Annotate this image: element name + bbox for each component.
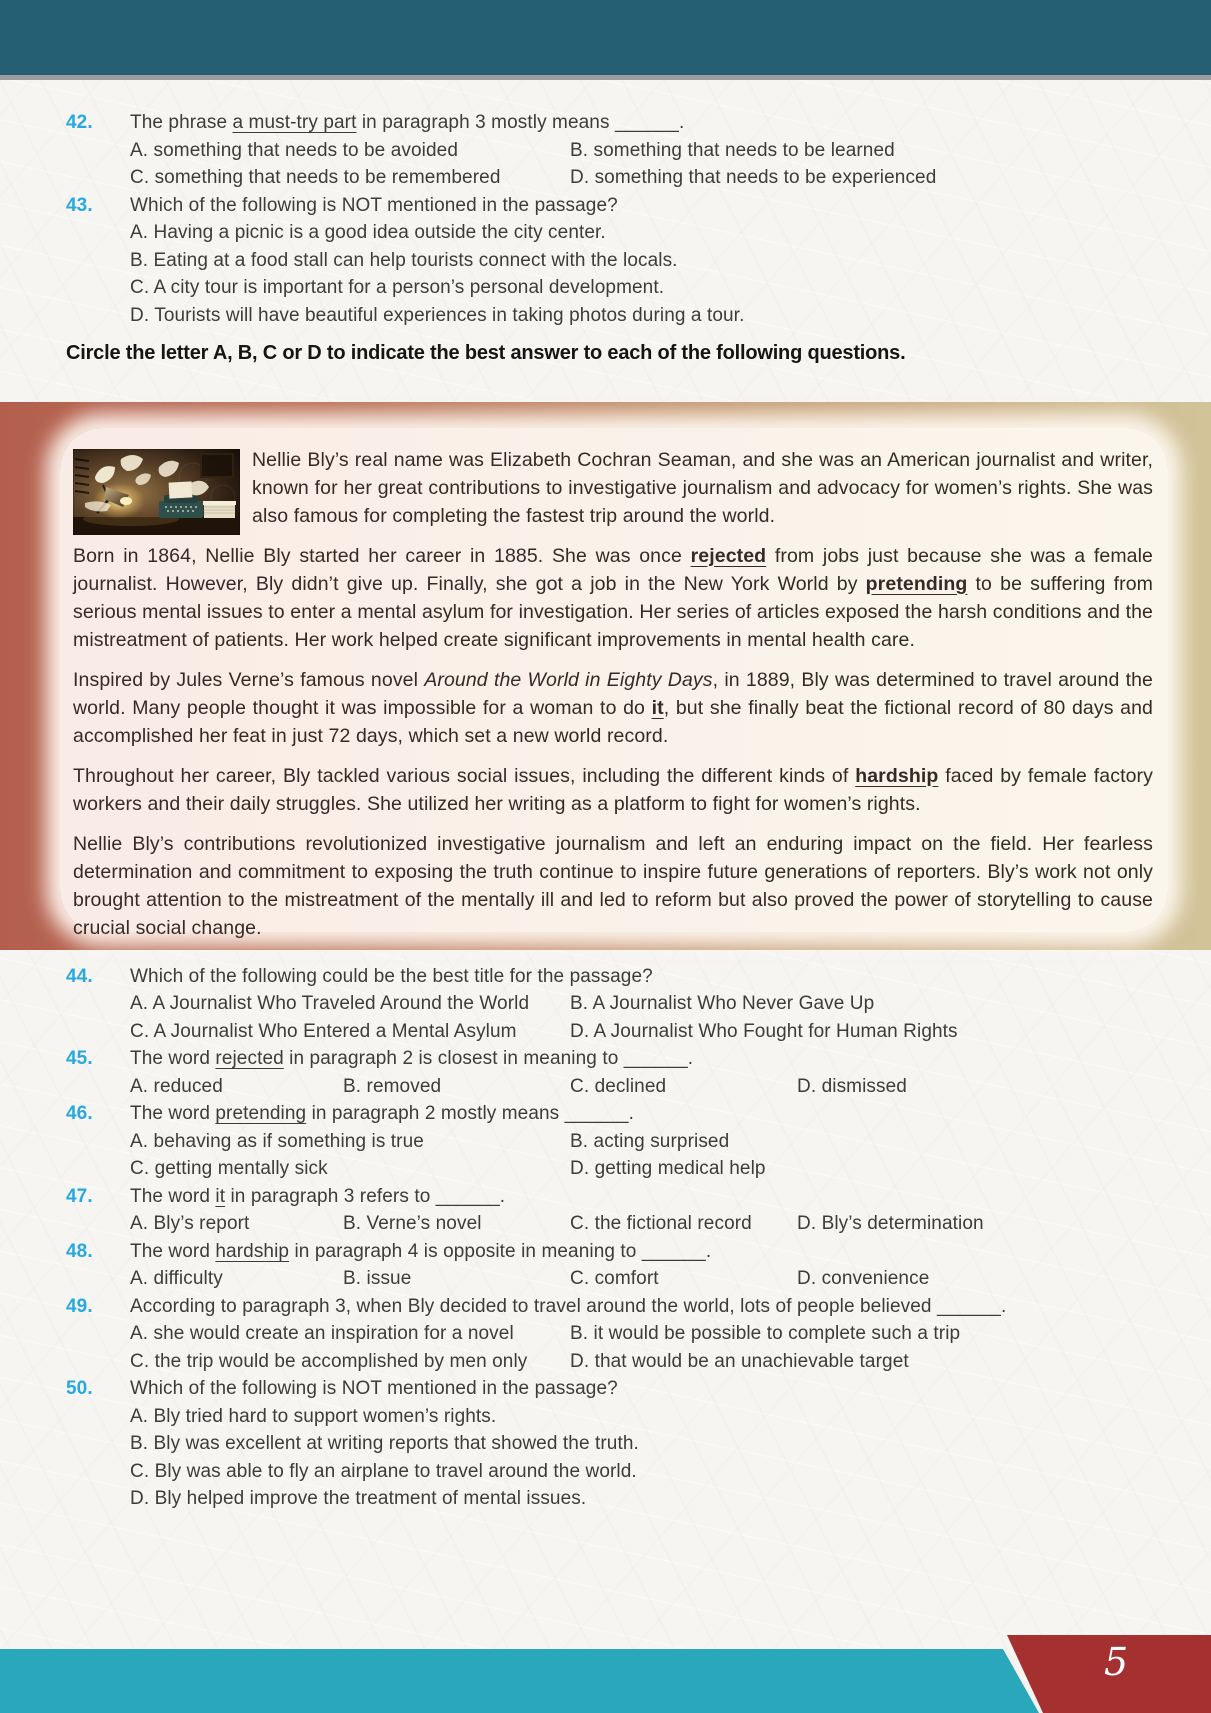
reading-passage <box>60 428 1168 939</box>
question-43 <box>66 192 1163 330</box>
question-number: 47. <box>66 1185 93 1207</box>
option: B. removed <box>343 1075 442 1097</box>
option: C. something that needs to be remembered <box>130 167 501 188</box>
passage-paragraph-1: Nellie Bly’s real name was Elizabeth Cochran Seaman, and she was an American journalist and writer, known for her great contributions to investigative journalism and advocacy for women’s rights. She was also famous for completing the fastest trip around the world. <box>252 448 1153 527</box>
option: D. dismissed <box>797 1075 907 1097</box>
option: C. the fictional record <box>570 1213 752 1234</box>
option: D. Bly’s determination <box>797 1213 984 1234</box>
passage-paragraph-4: Throughout her career, Bly tackled various social issues, including the different kinds of hardship faced by female factory workers and their daily struggles. She utilized her writing as a platform to fight for women’s rights. <box>73 764 1153 815</box>
option: C. the trip would be accomplished by men only <box>130 1350 528 1372</box>
question-number: 46. <box>66 1103 93 1124</box>
question-text: The word pretending in paragraph 2 mostly means ______. <box>130 1103 635 1124</box>
option: B. it would be possible to complete such a trip <box>570 1323 961 1344</box>
question-number: 49. <box>66 1295 93 1317</box>
option: A. difficulty <box>130 1268 223 1289</box>
option: D. Tourists will have beautiful experiences in taking photos during a tour. <box>130 304 745 326</box>
question-47 <box>66 1183 1163 1238</box>
option: B. something that needs to be learned <box>570 139 895 161</box>
page-number: 5 <box>1104 1640 1129 1684</box>
option: D. getting medical help <box>570 1158 766 1179</box>
passage-paragraph-2: Born in 1864, Nellie Bly started her career in 1885. She was once rejected from jobs just because she was a female journalist. However, Bly didn’t give up. Finally, she got a job in the New York World by pretending to be suffering from serious mental issues to enter a mental asylum for investigation. Her series of articles exposed the harsh conditions and the mistreatment of patients. Her work helped create significant improvements in mental health care. <box>73 544 1153 651</box>
question-number: 50. <box>66 1378 93 1399</box>
option: A. something that needs to be avoided <box>130 139 458 161</box>
question-number: 42. <box>66 112 93 133</box>
question-text: The word it in paragraph 3 refers to ______. <box>130 1185 506 1207</box>
option: D. that would be an unachievable target <box>570 1350 909 1372</box>
option: C. comfort <box>570 1268 659 1289</box>
question-number: 48. <box>66 1240 93 1262</box>
passage-paragraph-5: Nellie Bly’s contributions revolutionized investigative journalism and left an enduring impact on the field. Her fearless determination and commitment to exposing the truth continue to inspire future generations of reporters. Bly’s work not only brought attention to the mistreatment of the mentally ill and led to reform but also proved the power of storytelling to cause crucial social change. <box>73 832 1153 939</box>
option: B. issue <box>343 1268 412 1289</box>
question-text: Which of the following is NOT mentioned in the passage? <box>130 1378 618 1399</box>
option: C. A city tour is important for a person’s personal development. <box>130 277 665 298</box>
option: A. A Journalist Who Traveled Around the World <box>130 993 530 1014</box>
question-45 <box>66 1045 1163 1100</box>
question-42 <box>66 109 1163 192</box>
header-bar <box>0 0 1211 75</box>
question-44 <box>66 963 1163 1046</box>
question-text: The word hardship in paragraph 4 is opposite in meaning to ______. <box>130 1240 712 1262</box>
question-48 <box>66 1238 1163 1293</box>
option: A. Having a picnic is a good idea outside the city center. <box>130 222 606 243</box>
question-46 <box>66 1100 1163 1183</box>
question-text: Which of the following is NOT mentioned in the passage? <box>130 194 618 216</box>
option: A. she would create an inspiration for a novel <box>130 1323 514 1344</box>
questions-bottom-section <box>0 950 1211 1513</box>
option: D. something that needs to be experienced <box>570 167 937 188</box>
question-text: The word rejected in paragraph 2 is closest in meaning to ______. <box>130 1048 694 1069</box>
option: B. A Journalist Who Never Gave Up <box>570 993 875 1014</box>
option: C. declined <box>570 1075 667 1097</box>
option: A. reduced <box>130 1075 223 1097</box>
option: D. A Journalist Who Fought for Human Rights <box>570 1020 958 1042</box>
question-50 <box>66 1375 1163 1513</box>
option: A. Bly’s report <box>130 1213 250 1234</box>
option: D. Bly helped improve the treatment of mental issues. <box>130 1488 587 1509</box>
option: B. Eating at a food stall can help tourists connect with the locals. <box>130 249 678 271</box>
option: C. A Journalist Who Entered a Mental Asylum <box>130 1020 517 1042</box>
passage-frame <box>0 402 1211 950</box>
question-number: 45. <box>66 1048 93 1069</box>
question-text: According to paragraph 3, when Bly decided to travel around the world, lots of people believed ______. <box>130 1295 1007 1317</box>
option: B. acting surprised <box>570 1130 730 1152</box>
option: C. Bly was able to fly an airplane to travel around the world. <box>130 1460 637 1482</box>
option: B. Bly was excellent at writing reports that showed the truth. <box>130 1433 639 1454</box>
question-number: 44. <box>66 965 93 987</box>
passage-paragraph-3: Inspired by Jules Verne’s famous novel Around the World in Eighty Days, in 1889, Bly was determined to travel around the world. Many people thought it was impossible for a woman to do it, but she finally beat the fictional record of 80 days and accomplished her feat in just 72 days, which set a new world record. <box>73 668 1154 747</box>
question-text: The phrase a must-try part in paragraph 3 mostly means ______. <box>130 112 685 133</box>
question-text: Which of the following could be the best title for the passage? <box>130 965 653 987</box>
option: A. Bly tried hard to support women’s rights. <box>130 1405 497 1427</box>
option: B. Verne’s novel <box>343 1213 482 1234</box>
questions-top-section <box>0 80 1211 368</box>
option: D. convenience <box>797 1268 930 1289</box>
question-number: 43. <box>66 194 93 216</box>
section-instruction: Circle the letter A, B, C or D to indicate the best answer to each of the following questions. <box>66 342 906 364</box>
question-49 <box>66 1293 1163 1376</box>
option: C. getting mentally sick <box>130 1158 328 1179</box>
option: A. behaving as if something is true <box>130 1130 424 1152</box>
typewriter-photo <box>73 449 240 535</box>
